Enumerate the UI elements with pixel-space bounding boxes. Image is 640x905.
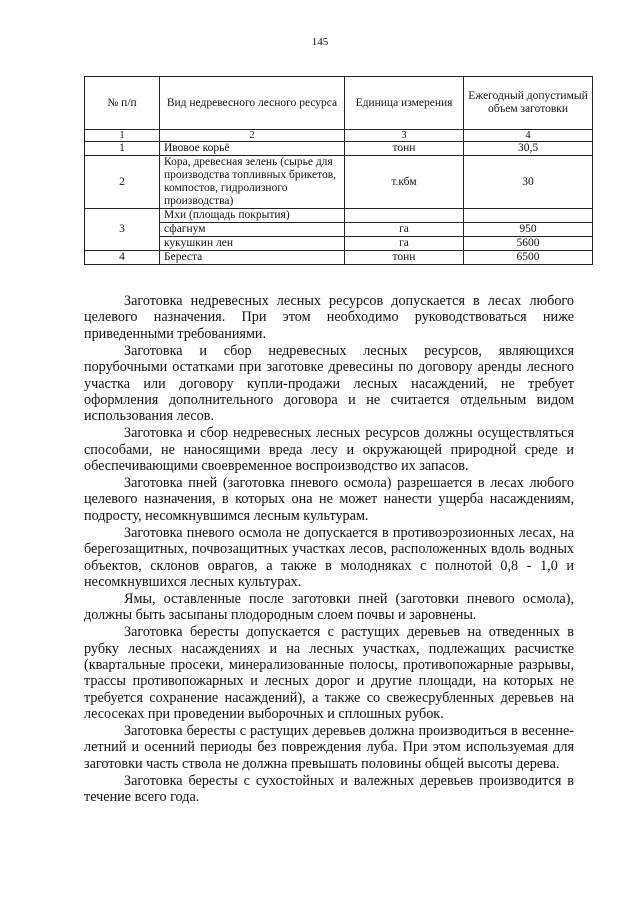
- volume-cell: 5600: [464, 237, 593, 251]
- resource-name: сфагнум: [160, 223, 345, 237]
- paragraph: Заготовка пней (заготовка пневого осмола) разрешается в лесах любого целевого назначения, в которых она не может нанести ущерба насаждениям, подросту, несомкнувшимся лесным культурам.: [84, 474, 574, 524]
- table-header-row: [85, 77, 593, 130]
- resource-name: Ивовое корьё: [160, 142, 345, 156]
- column-number: 3: [345, 130, 464, 142]
- unit-cell: га: [345, 223, 464, 237]
- paragraph: Заготовка пневого осмола не допускается в противоэрозионных лесах, на берегозащитных, почвозащитных участках лесов, расположенных вдоль водных объектов, склонов оврагов, а также в молодняках с полнотой 0,8 - 1,0 и несомкнувшихся лесных культурах.: [84, 524, 574, 590]
- column-number: 2: [160, 130, 345, 142]
- body-text: [84, 293, 574, 806]
- resource-name: Кора, древесная зелень (сырье для производства топливных брикетов, компостов, гидролизного производства): [160, 156, 345, 209]
- resources-table: [84, 76, 593, 265]
- row-number: 1: [85, 142, 160, 156]
- volume-cell: 6500: [464, 251, 593, 265]
- table-row: [85, 142, 593, 156]
- volume-cell: [464, 209, 593, 223]
- header-resource: Вид недревесного лесного ресурса: [160, 77, 345, 130]
- row-number: 3: [85, 209, 160, 251]
- unit-cell: тонн: [345, 251, 464, 265]
- paragraph: Ямы, оставленные после заготовки пней (заготовки пневого осмола), должны быть засыпаны плодородным слоем почвы и заровнены.: [84, 590, 574, 624]
- volume-cell: 30,5: [464, 142, 593, 156]
- column-number: 1: [85, 130, 160, 142]
- resource-name: кукушкин лен: [160, 237, 345, 251]
- column-numbers-row: [85, 130, 593, 142]
- unit-cell: тонн: [345, 142, 464, 156]
- header-volume: Ежегодный допустимый объем заготовки: [464, 77, 593, 130]
- header-number: № п/п: [85, 77, 160, 130]
- volume-cell: 30: [464, 156, 593, 209]
- paragraph: Заготовка бересты допускается с растущих деревьев на отведенных в рубку лесных насаждениях и на лесных участках, подлежащих расчистке (квартальные просеки, минерализованные полосы, противопожарные разрывы, трассы противопожарных и лесных дорог и другие площади, на которых не требуется сохранение насаждений), а также со свежесрубленных деревьев на лесосеках при проведении выборочных и сплошных рубок.: [84, 624, 574, 723]
- paragraph: Заготовка и сбор недревесных лесных ресурсов должны осуществляться способами, не наносящими вреда лесу и окружающей природной среде и обеспечивающими своевременное воспроизводство их запасов.: [84, 425, 574, 475]
- column-number: 4: [464, 130, 593, 142]
- volume-cell: 950: [464, 223, 593, 237]
- header-unit: Единица измерения: [345, 77, 464, 130]
- table-row: [85, 209, 593, 223]
- paragraph: Заготовка недревесных лесных ресурсов допускается в лесах любого целевого назначения. При этом необходимо руководствоваться ниже приведенными требованиями.: [84, 293, 574, 342]
- resource-name: Береста: [160, 251, 345, 265]
- paragraph: Заготовка бересты с сухостойных и валежных деревьев производится в течение всего года.: [84, 772, 574, 806]
- unit-cell: [345, 209, 464, 223]
- table-row: [85, 223, 593, 237]
- paragraph: Заготовка и сбор недревесных лесных ресурсов, являющихся порубочными остатками при заготовке древесины по договору аренды лесного участка или договору купли-продажи лесных насаждений, не требует оформления дополнительного договора и не считается отдельным видом использования лесов.: [84, 342, 574, 425]
- paragraph: Заготовка бересты с растущих деревьев должна производиться в весенне-летний и осенний периоды без повреждения луба. При этом используемая для заготовки часть ствола не должна превышать половины общей высоты дерева.: [84, 723, 574, 772]
- row-number: 2: [85, 156, 160, 209]
- unit-cell: га: [345, 237, 464, 251]
- page-number: 145: [311, 36, 329, 48]
- unit-cell: т.кбм: [345, 156, 464, 209]
- table-row: [85, 251, 593, 265]
- resource-name: Мхи (площадь покрытия): [160, 209, 345, 223]
- table-row: [85, 156, 593, 209]
- table-row: [85, 237, 593, 251]
- row-number: 4: [85, 251, 160, 265]
